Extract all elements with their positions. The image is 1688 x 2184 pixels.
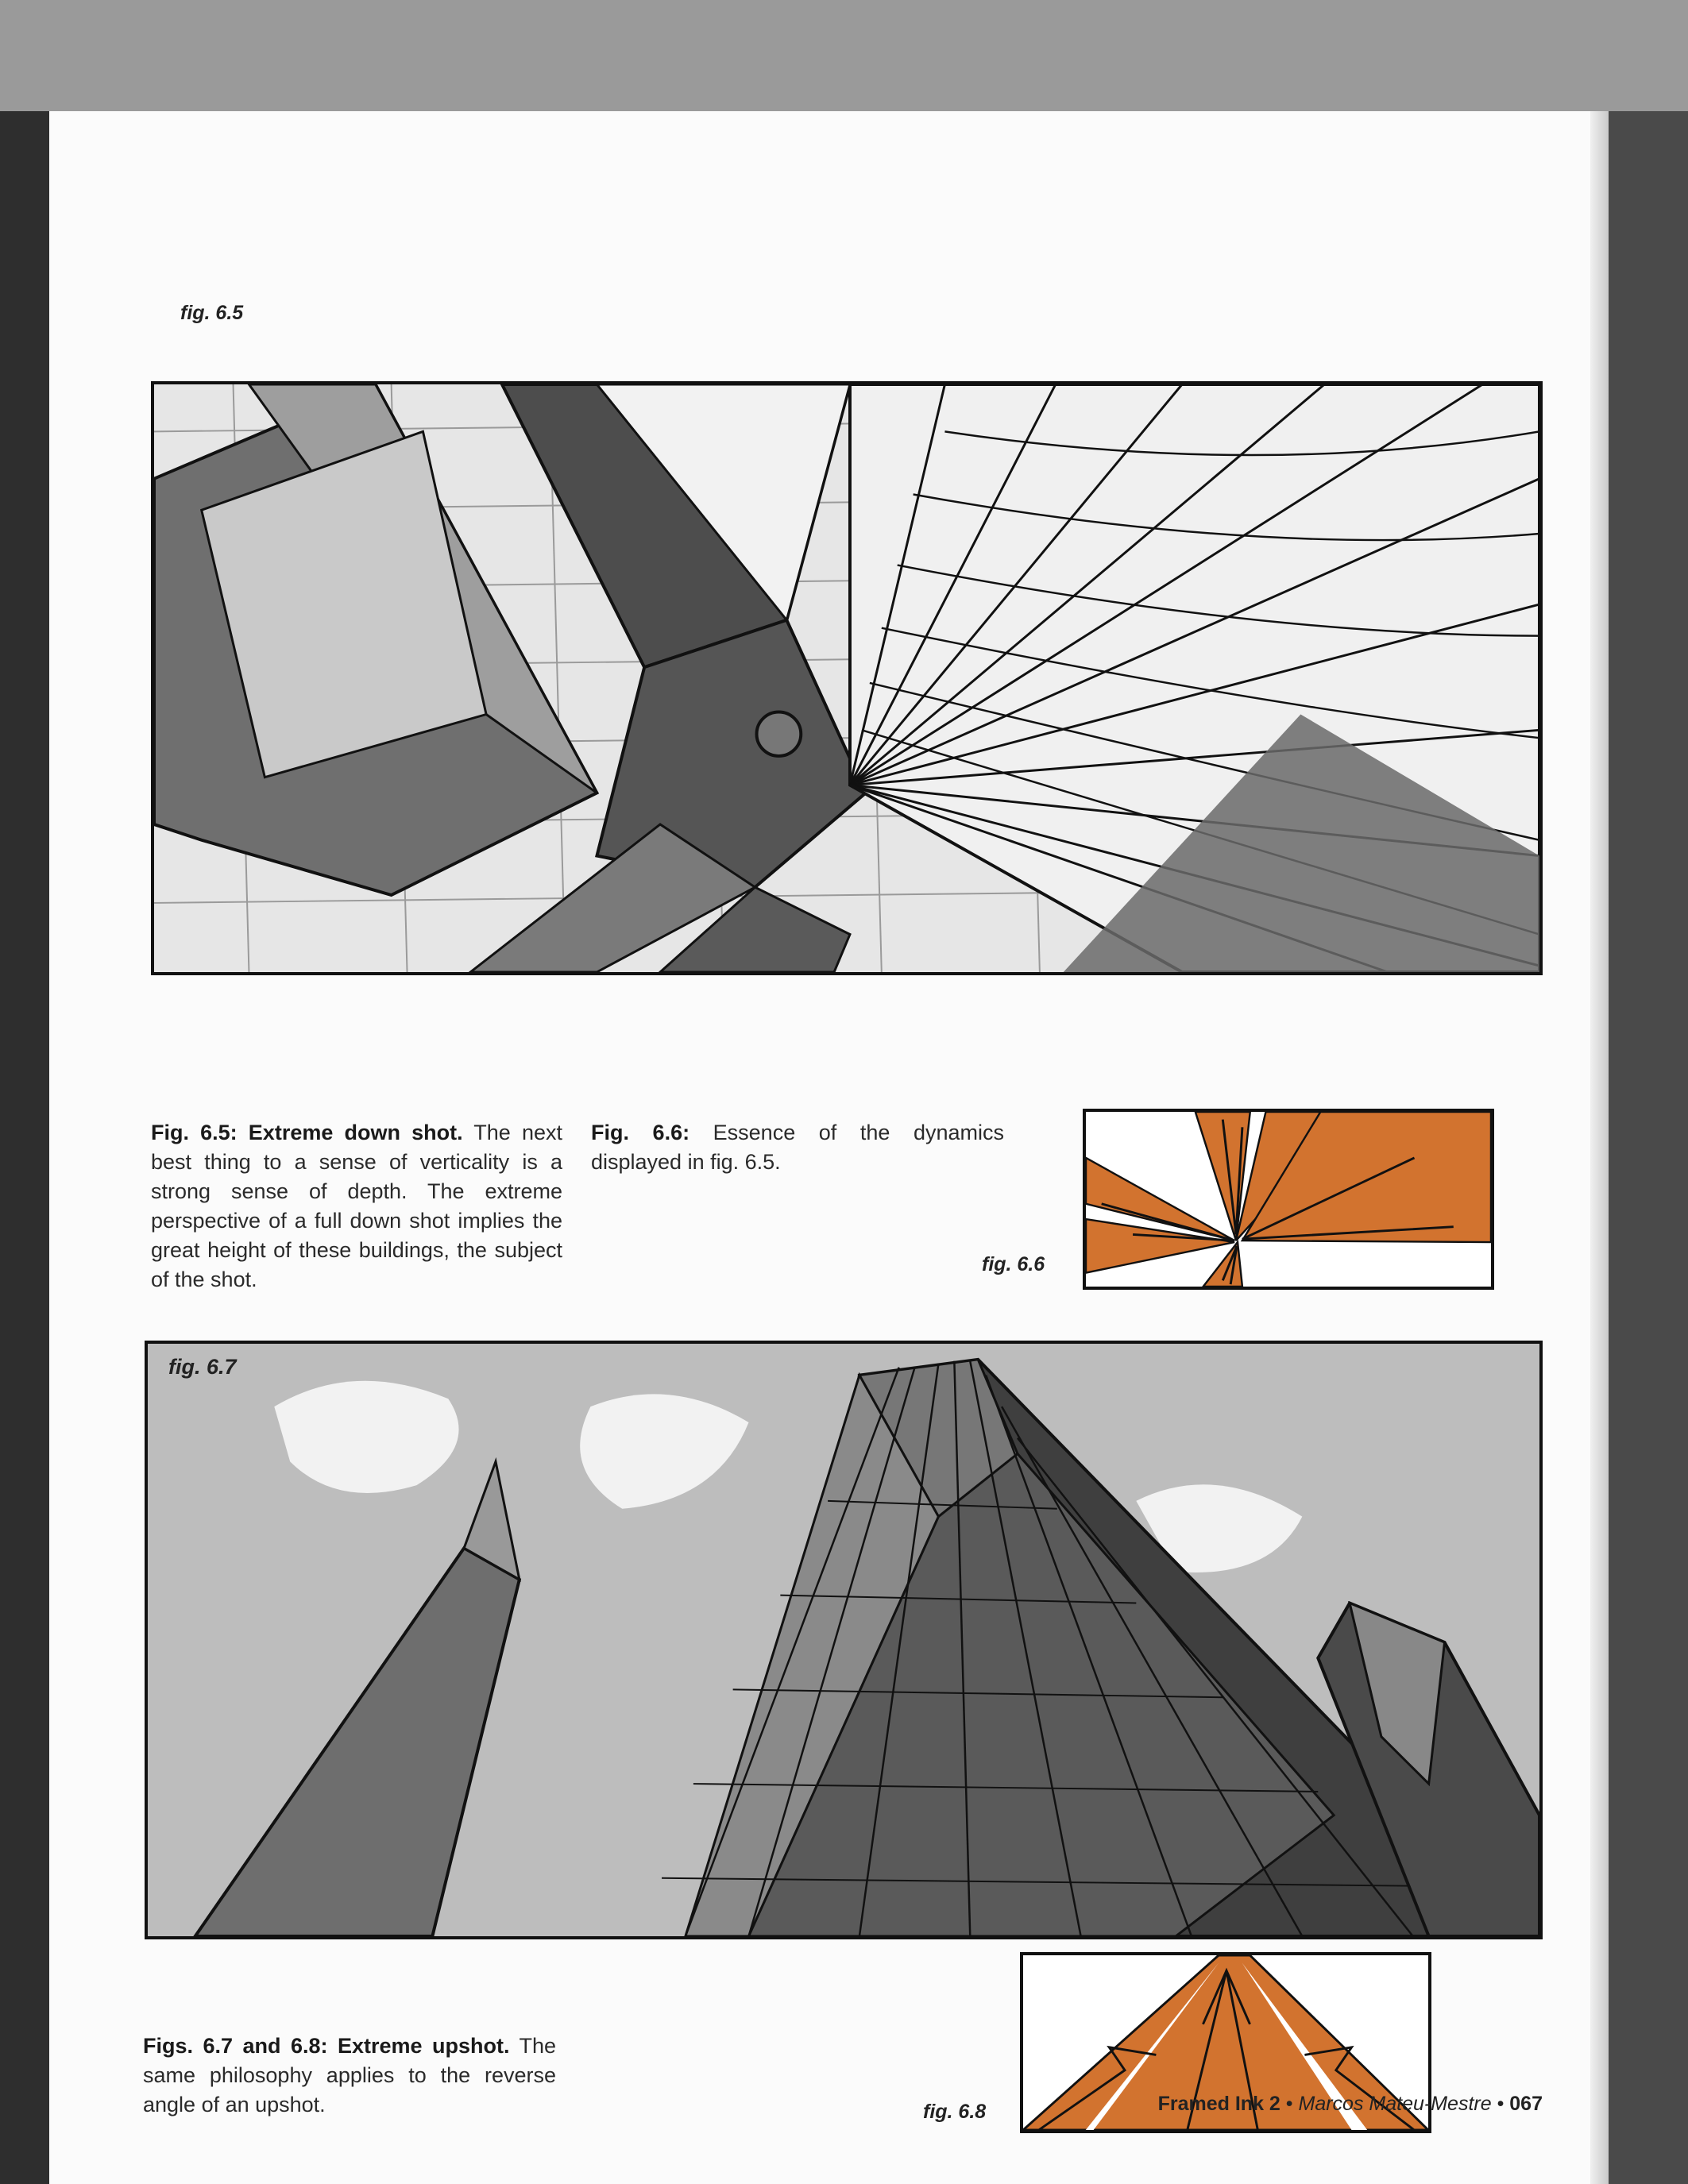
caption-fig-6-5-body: The next best thing to a sense of verticality is a strong sense of depth. The extreme perspective of a full down shot implies the great height of these buildings, the subject of the shot. <box>151 1121 563 1291</box>
footer-book-title: Framed Ink 2 <box>1157 2093 1280 2115</box>
fig-6-6-svg <box>1086 1112 1491 1287</box>
scan-background-left <box>0 111 49 2184</box>
caption-fig-6-7-6-8 <box>143 2032 556 2120</box>
scan-background-top <box>0 0 1688 111</box>
fig-6-7-label: fig. 6.7 <box>168 1355 237 1379</box>
fig-6-7-svg <box>148 1344 1539 1936</box>
fig-6-6-label: fig. 6.6 <box>982 1253 1045 1275</box>
caption-fig-6-6 <box>591 1118 1004 1177</box>
fig-6-5-svg <box>154 384 1539 972</box>
page-footer <box>1082 2093 1543 2116</box>
footer-page-number: 067 <box>1509 2093 1543 2115</box>
book-page <box>49 111 1609 2184</box>
footer-separator-1: • <box>1280 2093 1299 2115</box>
fig-6-7-illustration <box>145 1341 1543 1939</box>
caption-fig-6-7-6-8-body: The same philosophy applies to the reverse angle of an upshot. <box>143 2034 556 2116</box>
fig-6-8-label: fig. 6.8 <box>923 2101 987 2123</box>
footer-separator-2: • <box>1491 2093 1510 2115</box>
caption-fig-6-5 <box>151 1118 562 1295</box>
fig-6-5-illustration <box>151 381 1543 975</box>
fig-6-5-label: fig. 6.5 <box>180 302 244 324</box>
caption-fig-6-6-body: Essence of the dynamics displayed in fig. 6.5. <box>591 1121 1005 1174</box>
caption-fig-6-5-title: Fig. 6.5: Extreme down shot. <box>151 1121 463 1144</box>
caption-fig-6-7-6-8-title: Figs. 6.7 and 6.8: Extreme upshot. <box>143 2034 510 2058</box>
caption-fig-6-6-title: Fig. 6.6: <box>591 1121 690 1144</box>
page-edge-shadow <box>1590 111 1609 2184</box>
fig-6-6-diagram <box>1083 1109 1494 1290</box>
footer-author: Marcos Mateu-Mestre <box>1298 2093 1492 2115</box>
scan-background-right <box>1609 111 1688 2184</box>
